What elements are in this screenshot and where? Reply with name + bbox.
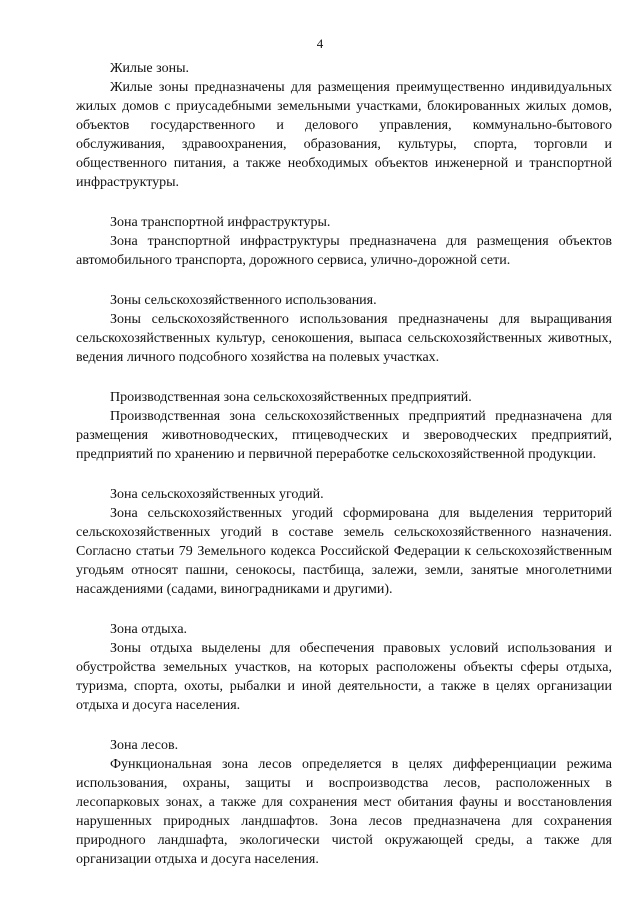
section-recreation-zone [76,620,612,715]
section-paragraph: Жилые зоны предназначены для размещения преимущественно индивидуальных жилых домов с приусадебными земельными участками, блокированных жилых домов, объектов государственного и делового управления, коммунально-бытового обслуживания, здравоохранения, образования, культуры, спорта, торговли и общественного питания, а также необходимых объектов инженерной и транспортной инфраструктуры. [76,80,612,190]
section-paragraph: Функциональная зона лесов определяется в целях дифференциации режима использования, охраны, защиты и воспроизводства лесов, расположенных в лесопарковых зонах, а также для сохранения мест обитания фауны и восстановления нарушенных природных ландшафтов. Зона лесов предназначена для сохранения природного ландшафта, экологически чистой окружающей среды, а также для организации отдыха и досуга населения. [76,757,612,867]
section-agricultural-lands-zone [76,485,612,599]
section-residential-zones [76,59,612,192]
section-paragraph: Зоны отдыха выделены для обеспечения правовых условий использования и обустройства земельных участков, на которых расположены объекты сферы отдыха, туризма, спорта, охоты, рыбалки и иной деятельности, а также в целях организации отдыха и досуга населения. [76,641,612,713]
page-number: 4 [316,36,324,51]
section-heading: Производственная зона сельскохозяйственных предприятий. [110,390,472,405]
document-body [76,59,612,890]
section-agricultural-use-zones [76,291,612,367]
section-agricultural-enterprises-zone [76,388,612,464]
section-heading: Зоны сельскохозяйственного использования. [110,293,377,308]
section-heading: Зона отдыха. [110,622,188,637]
section-heading: Жилые зоны. [110,61,189,76]
section-heading: Зона сельскохозяйственных угодий. [110,487,324,502]
section-paragraph: Производственная зона сельскохозяйственных предприятий предназначена для размещения животноводческих, птицеводческих и звероводческих предприятий, предприятий по хранению и первичной переработке сельскохозяйственной продукции. [76,409,612,462]
section-heading: Зона лесов. [110,738,179,753]
section-paragraph: Зона сельскохозяйственных угодий сформирована для выделения территорий сельскохозяйственных угодий в составе земель сельскохозяйственного назначения. Согласно статьи 79 Земельного кодекса Российской Федерации к сельскохозяйственным угодьям относят пашни, сенокосы, пастбища, залежи, земли, занятые многолетними насаждениями (садами, виноградниками и другими). [76,506,612,597]
section-paragraph: Зоны сельскохозяйственного использования предназначены для выращивания сельскохозяйственных культур, сенокошения, выпаса сельскохозяйственных животных, ведения личного подсобного хозяйства на полевых участках. [76,312,612,365]
section-paragraph: Зона транспортной инфраструктуры предназначена для размещения объектов автомобильного транспорта, дорожного сервиса, улично-дорожной сети. [76,234,612,268]
section-forest-zone [76,736,612,869]
section-heading: Зона транспортной инфраструктуры. [110,215,331,230]
section-transport-infrastructure-zone [76,213,612,270]
